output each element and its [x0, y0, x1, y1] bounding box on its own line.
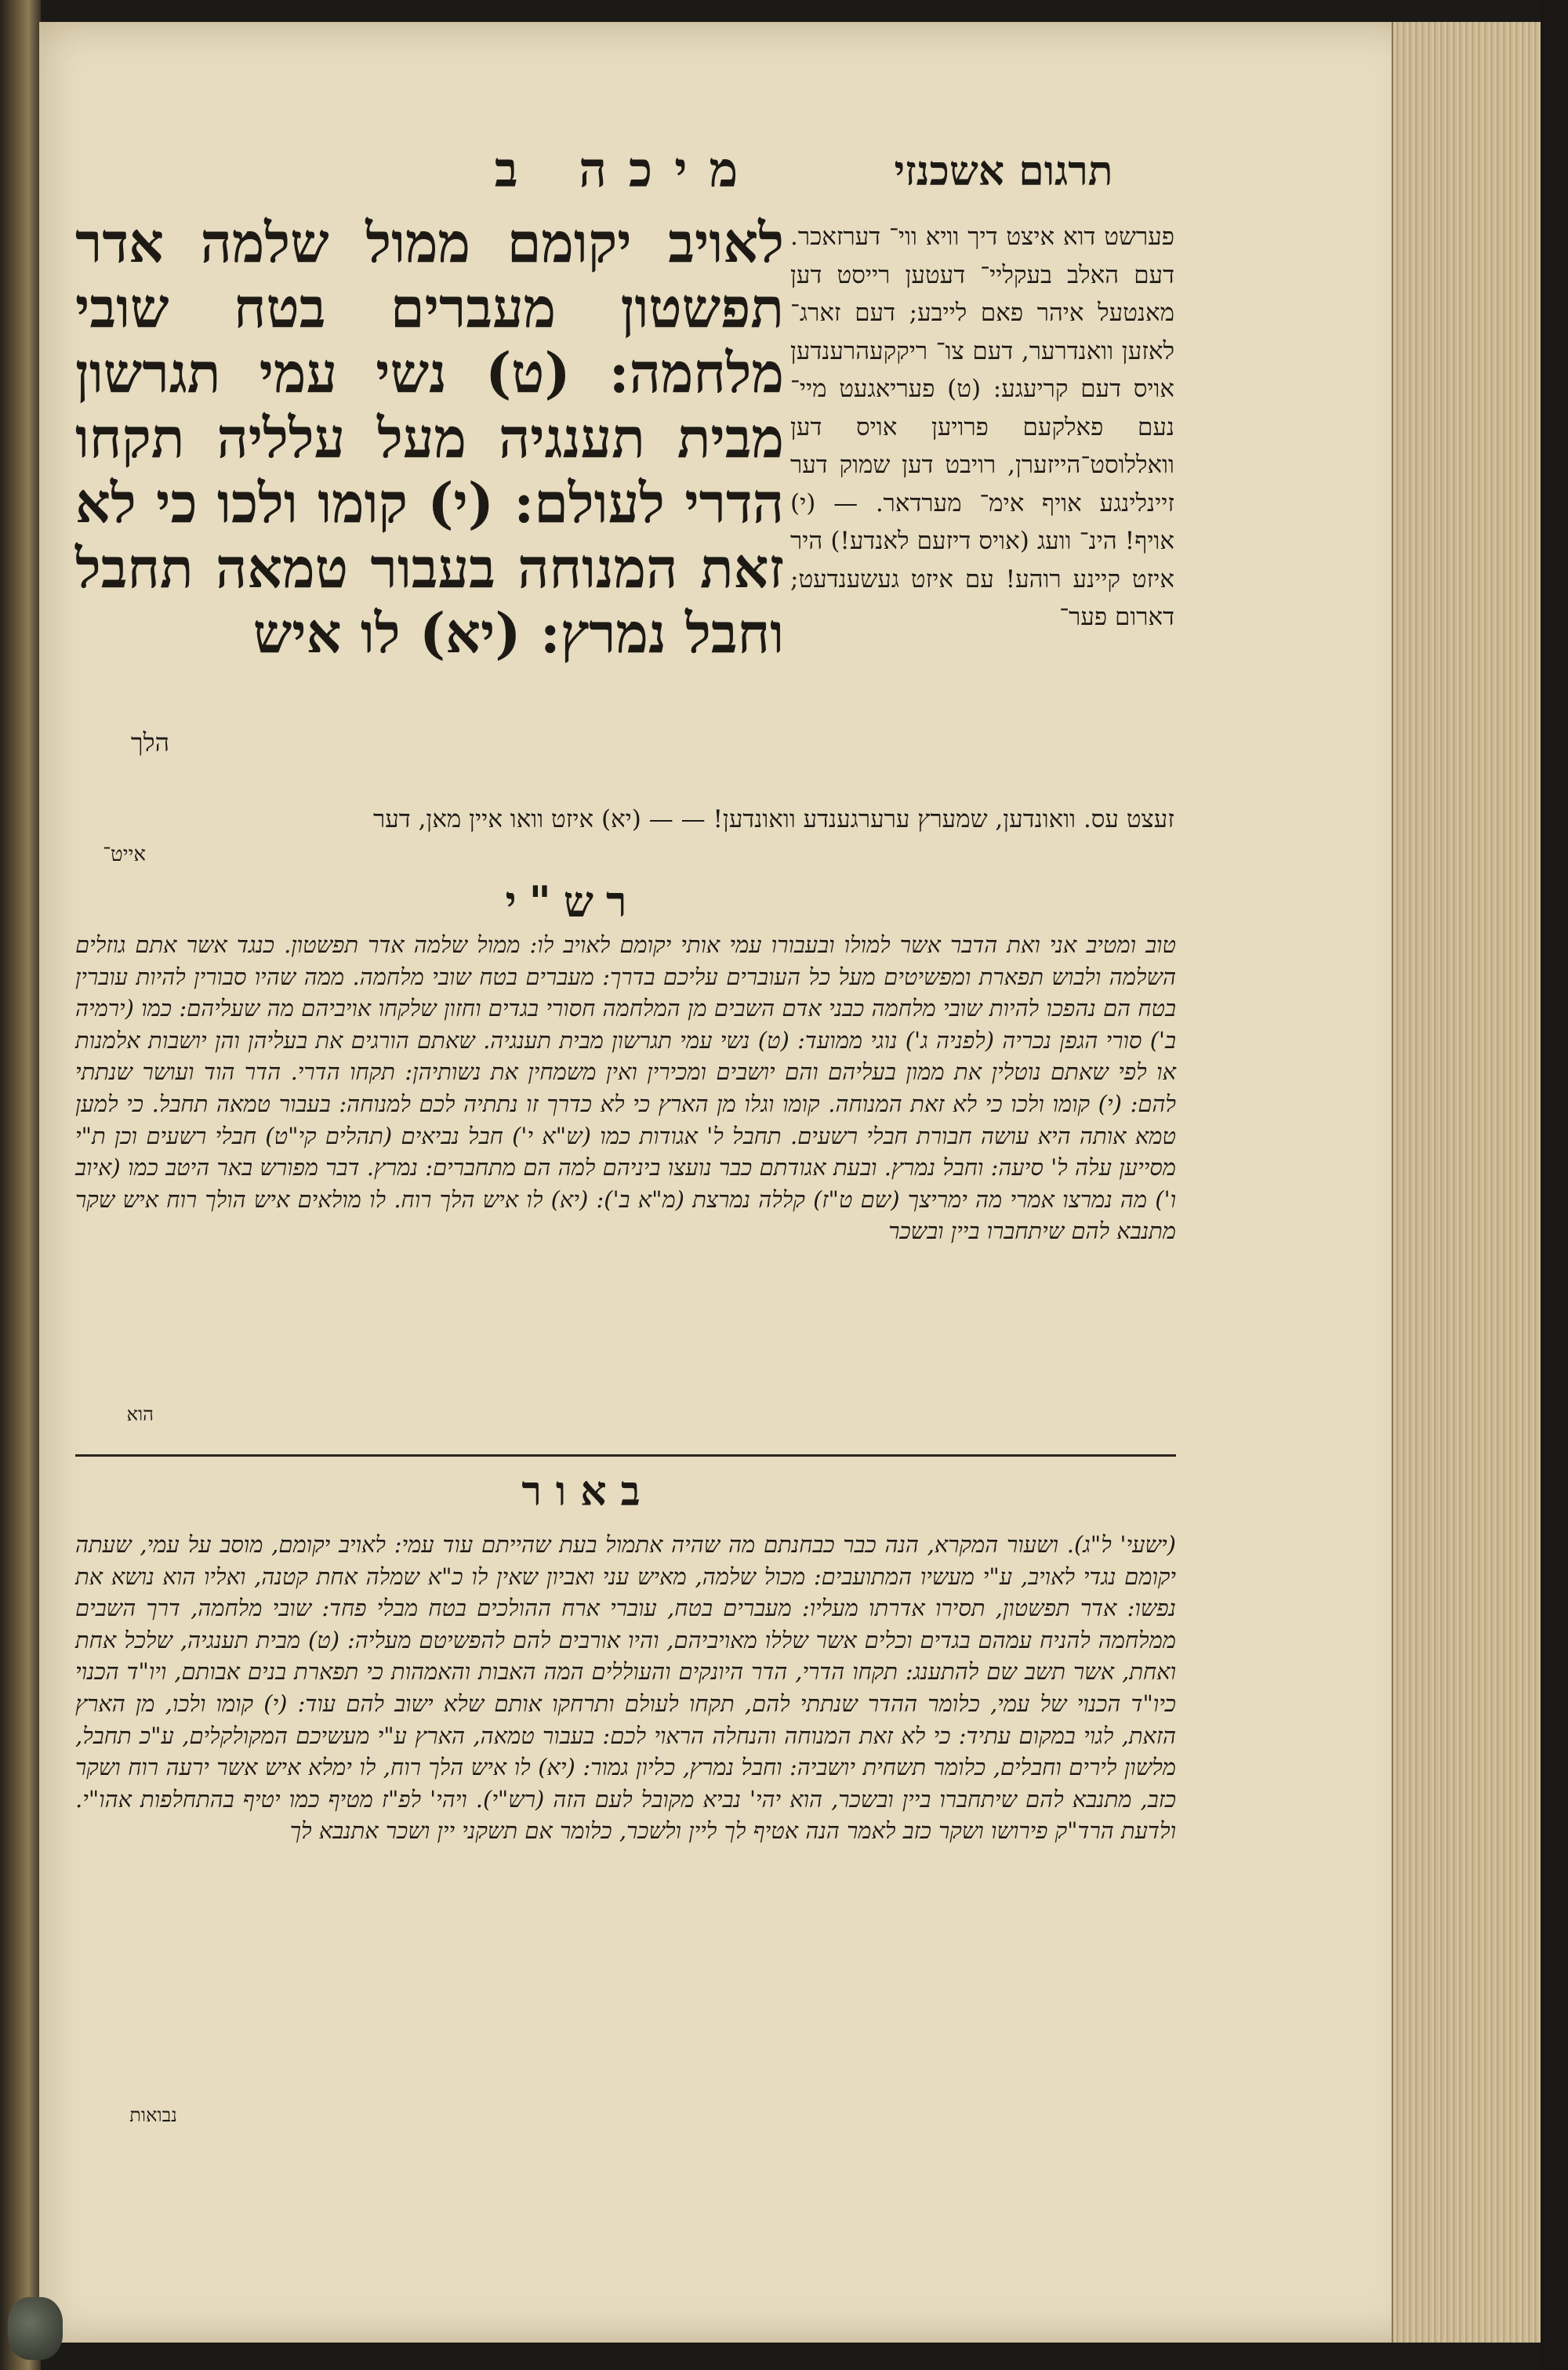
biur-heading: באור	[521, 1468, 655, 1515]
page-edges	[1392, 22, 1542, 2343]
bookmark-ribbon	[8, 2297, 63, 2360]
rashi-catchword: הוא	[126, 1403, 154, 1425]
yiddish-translation-continuation: זעצט עס. וואונדען, שמערץ ערערגענדע וואונדען! — — (יא) איזט וואו איין מאן, דער	[373, 805, 1174, 833]
left-page-edge	[0, 0, 41, 2370]
background-edge	[1541, 0, 1568, 2370]
rashi-heading: רש"י	[505, 877, 640, 927]
book-title: מיכה ב	[494, 141, 760, 198]
hebrew-scripture-text: לאויב יקומם ממול שלמה אדר תפשטון מעברים בטח שובי מלחמה: (ט) נשי עמי תגרשון מבית תענגיה מעל עלליה תקחו הדרי לעולם: (י) קומו ולכו כי לא זאת המנוחה בעבור טמאה תחבל וחבל נמרץ: (יא) לו איש	[75, 210, 784, 666]
hebrew-catchword: הלך	[130, 728, 169, 757]
biur-catchword: נבואות	[129, 2104, 177, 2126]
rashi-commentary: טוב ומטיב אני ואת הדבר אשר למולו ובעבורו עמי אותי יקומם לאויב לו: ממול שלמה אדר תפשטון. כנגד אשר אתם גוזלים השלמה ולבוש תפארת ומפשיטים מעל כל העוברים עליכם בדרך: מעברים בטח שובי מלחמה. ממה שהיו סבורין להיות עוברין בטח הם נהפכו להיות שובי מלחמה כבני אדם השבים מן המלחמה חסורי בגדים וחזון שלקחו אויביהם מה שעליהם: כמו (ירמיה ב') סורי הגפן נכריה (לפניה ג') נוגי ממועד: (ט) נשי עמי תגרשון מבית תענגיה. שאתם הורגים את בעליהן והן יושבות אלמנות או לפי שאתם נוטלין את ממון בעליהם והם יושבים ומכירין ואין משמחין את נשותיהן: תקחו הדרי. הדר הוד ועושר שנתתי להם: (י) קומו ולכו כי לא זאת המנוחה. קומו וגלו מן הארץ כי לא כדרך זו נתתיה לכם למנוחה: בעבור טמאה תחבל. כי למען טמא אותה היא עושה חבורת חבלי רשעים. תחבל ל' אגודות כמו (ש"א י') חבל נביאים (תהלים קי"ט) חבלי רשעים וכן ת"י מסייען עלה ל' סיעה: וחבל נמרץ. ובעת אגודתם כבר נועצו ביניהם למה הם מתחברים: נמרץ. דבר מפורש באר היטב כמו (איוב ו') מה נמרצו אמרי מה ימריצך (שם ט"ז) קללה נמרצת (מ"א ב'): (יא) לו איש הלך רוח. לו מולאים איש הולך רוח איש שקר מתנבא להם שיתחברו ביין ובשכר	[75, 931, 1176, 1245]
section-divider	[75, 1454, 1176, 1457]
translation-title: תרגום אשכנזי	[894, 147, 1113, 195]
yiddish-catchword: אייט־	[103, 843, 146, 866]
biur-commentary: (ישעי' ל"ג). ושעור המקרא, הנה כבר כבחנתם מה שהיה אתמול בעת שהייתם עוד עמי: לאויב יקומם, מוסב על עמי, שעתה יקומם נגדי לאויב, ע"י מעשיו המתועבים: מכול שלמה, מאיש עני ואביון שאין לו כ"א שמלה אחת קטנה, ואליו הוא נושא את נפשו: אדר תפשטון, תסירו אדרתו מעליו: מעברים בטח, עוברי ארח ההולכים בטח מבלי פחד: שובי מלחמה, דרך השבים ממלחמה להניח עמהם בגדים וכלים אשר שללו מאויביהם, והיו אורבים להם להפשיטם מעליה: (ט) מבית תענגיה, שלכל אחת ואחת, אשר תשב שם להתענג: תקחו הדרי, הדר היונקים והעוללים המה האבות והאמהות כי תפארת בנים אבותם, ויו"ד הכנוי כיו"ד הכנוי של עמי, כלומר ההדר שנתתי להם, תקחו לעולם ותרחקו אותם שלא ישוב להם עוד: (י) קומו ולכו, מן הארץ הזאת, לגוי במקום עתיד: כי לא זאת המנוחה והנחלה הראוי לכם: בעבור טמאה, הארץ ע"י מעשיכם המקולקלים, ע"כ תחבל, מלשון לירים וחבלים, כלומר תשחית יושביה: וחבל נמרץ, כליון גמור: (יא) לו איש הלך רוח, לו ימלא איש אשר ירעה רוח ושקר כזב, מתנבא להם שיתחברו ביין ובשכר, הוא יהי' נביא מקובל לעם הזה (רש"י). ויהי' לפ"ז מטיף כמו יטיף בהתחלפות אהו"י. ולדעת הרד"ק פירושו ושקר כזב לאמר הנה אטיף לך ליין ולשכר, כלומר אם תשקני יין ושכר אתנבא לך	[75, 1531, 1176, 1845]
yiddish-translation-text: פערשט דוא איצט דיך וויא ווי־ דערזאכר. דעם האלב בעקליי־ דעטען רייסט דען מאנטעל איהר פאם לייבע; דעם זארג־ לאזען וואנדרער, דעם צו־ ריקקעהרענדען אויס דעם קריעגע: (ט) פעריאגעט מיי־ נעם פאלקעם פרויען אויס דען וואללוסט־הייזערן, רויבט דען שמוק דער זיינלינגע אויף אימ־ מערדאר. — (י) אויף! הינ־ וועג (אויס דיזעם לאנדע!) היר איזט קיינע רוהע! עם איזט געשענדעט; דארום פער־	[790, 223, 1174, 631]
